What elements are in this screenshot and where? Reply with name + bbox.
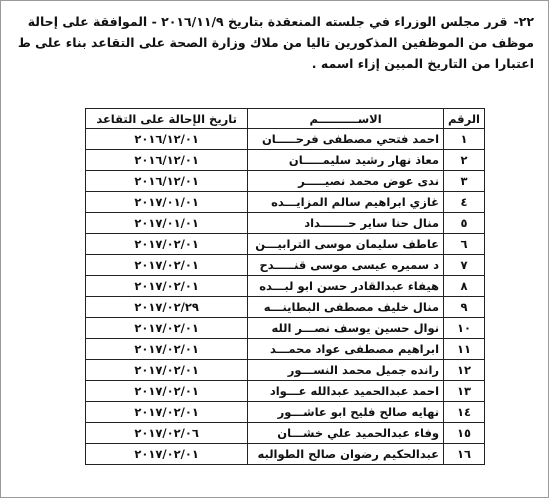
row-name: منال خليف مصطفى البطاينـــه [248,297,444,318]
row-name: ابراهيم مصطفى عواد محمـــد [248,339,444,360]
table-body [86,129,485,465]
row-name: منال حنا ساير حـــــــداد [248,213,444,234]
row-number: ٤ [444,192,485,213]
row-date: ٢٠١٦/١٢/٠١ [86,150,248,171]
row-name: نوال حسين يوسف نصـــر الله [248,318,444,339]
table-row [86,129,485,150]
table-row [86,423,485,444]
row-name: رانده جميل محمد النســـور [248,360,444,381]
row-number: ٥ [444,213,485,234]
row-date: ٢٠١٧/٠٢/٠١ [86,444,248,465]
table-row [86,234,485,255]
table-row [86,276,485,297]
row-number: ٣ [444,171,485,192]
table-header-row [86,109,485,129]
table-row [86,381,485,402]
row-number: ١١ [444,339,485,360]
table-row [86,360,485,381]
paragraph-line-3: اعتبارا من التاريخ المبين إزاء اسمه . [311,56,534,71]
row-date: ٢٠١٦/١٢/٠١ [86,171,248,192]
row-number: ١ [444,129,485,150]
table-row [86,297,485,318]
row-date: ٢٠١٦/١٢/٠١ [86,129,248,150]
row-number: ٧ [444,255,485,276]
row-date: ٢٠١٧/٠٢/٠١ [86,402,248,423]
table-row [86,213,485,234]
header-name: الاســــــــــم [248,109,444,129]
row-number: ١٣ [444,381,485,402]
row-name: غازي ابراهيم سالم المزايـــده [248,192,444,213]
table-row [86,255,485,276]
row-name: ندى عوض محمد نصيـــــر [248,171,444,192]
row-date: ٢٠١٧/٠٢/٠١ [86,276,248,297]
table-row [86,402,485,423]
row-number: ٢ [444,150,485,171]
row-name: نهايه صالح فليح ابو عاشـــور [248,402,444,423]
row-name: عبدالحكيم رضوان صالح الطوالبه [248,444,444,465]
header-number: الرقم [444,109,485,129]
row-number: ١٠ [444,318,485,339]
row-number: ٨ [444,276,485,297]
header-date: تاريخ الإحالة على التقاعد [86,109,248,129]
row-number: ٩ [444,297,485,318]
row-number: ١٥ [444,423,485,444]
row-date: ٢٠١٧/٠٢/٠٦ [86,423,248,444]
row-name: د سميره عيسى موسى قنـــــدح [248,255,444,276]
row-name: احمد عبدالحميد عبدالله عـــواد [248,381,444,402]
paragraph-line-1 [7,11,534,32]
row-name: معاذ نهار رشيد سليمـــــان [248,150,444,171]
decision-paragraph [7,11,534,74]
table-row [86,171,485,192]
row-number: ٦ [444,234,485,255]
row-date: ٢٠١٧/٠٢/٠١ [86,255,248,276]
row-number: ١٤ [444,402,485,423]
row-date: ٢٠١٧/٠٢/٠١ [86,339,248,360]
table-row [86,150,485,171]
row-name: عاطف سليمان موسى الترابيـــن [248,234,444,255]
row-date: ٢٠١٧/٠١/٠١ [86,192,248,213]
table-row [86,192,485,213]
paragraph-text-1: قرر مجلس الوزراء في جلسته المنعقدة بتاريخ ٢٠١٦/١١/٩ - الموافقة على إحالة [27,14,508,29]
table-row [86,339,485,360]
row-date: ٢٠١٧/٠٢/٠١ [86,318,248,339]
row-date: ٢٠١٧/٠٢/٠١ [86,234,248,255]
row-name: وفاء عبدالحميد علي خشـــان [248,423,444,444]
row-name: هيفاء عبدالقادر حسن ابو لبـــده [248,276,444,297]
row-date: ٢٠١٧/٠٢/٠١ [86,360,248,381]
row-date: ٢٠١٧/٠٢/٢٩ [86,297,248,318]
table-row [86,318,485,339]
row-name: احمد فتحي مصطفى فرحـــــان [248,129,444,150]
table-row [86,444,485,465]
row-date: ٢٠١٧/٠١/٠١ [86,213,248,234]
row-number: ١٢ [444,360,485,381]
row-date: ٢٠١٧/٠٢/٠١ [86,381,248,402]
retirement-table [85,108,485,465]
paragraph-line-2: موظف من الموظفين المذكورين تاليا من ملاك وزارة الصحة على التقاعد بناء على ط [17,35,534,50]
item-number: ٢٢- [513,14,534,29]
row-number: ١٦ [444,444,485,465]
